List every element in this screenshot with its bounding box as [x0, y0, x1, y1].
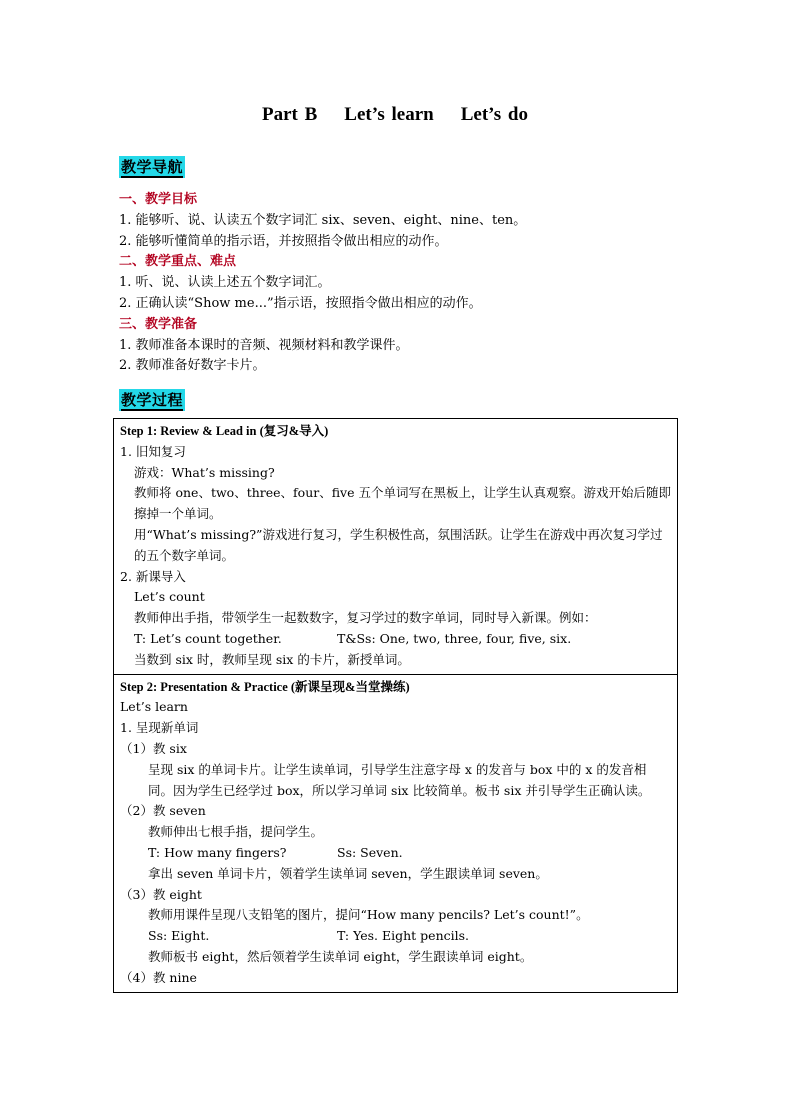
page-title: Part B Let’s learn Let’s do [262, 104, 528, 125]
teach-seven-paragraph: 教师伸出七根手指，提问学生。 [148, 824, 324, 840]
nav-heading [119, 156, 185, 178]
dialog-teacher: T: Yes. Eight pencils. [337, 928, 470, 944]
key-points-heading: 二、教学重点、难点 [119, 254, 237, 270]
step1-sub-lead-in: 2. 新课导入 [120, 568, 186, 584]
dialog-teacher: T: Let’s count together. [134, 630, 282, 646]
objectives-section [119, 190, 526, 377]
step1-cell [114, 419, 677, 675]
step2-heading: Step 2: Presentation & Practice (新课呈现&当堂操练) [120, 679, 410, 694]
process-heading [119, 389, 185, 411]
process-heading-text: 教学过程 [121, 391, 184, 409]
preparation-item: 1. 教师准备本课时的音频、视频材料和教学课件。 [119, 337, 409, 353]
teach-seven-paragraph: 拿出 seven 单词卡片，领着学生读单词 seven，学生跟读单词 seven。 [148, 865, 548, 881]
step1-dialog [120, 629, 671, 650]
key-point-item: 2. 正确认读“Show me...”指示语，按照指令做出相应的动作。 [119, 295, 482, 311]
step1-paragraph: 教师将 one、two、three、four、five 五个单词写在黑板上，让学生认真观察。游戏开始后随即擦掉一个单词。 [134, 485, 671, 522]
step1-paragraph: 教师伸出手指，带领学生一起数数字，复习学过的数字单词，同时导入新课。例如： [134, 610, 597, 626]
objective-item: 2. 能够听懂简单的指示语，并按照指令做出相应的动作。 [119, 233, 448, 249]
dialog-teacher: T: How many fingers? [148, 844, 287, 860]
dialog-students: Ss: Eight. [148, 928, 210, 944]
nav-heading-text: 教学导航 [121, 158, 184, 176]
teach-six-paragraph: 呈现 six 的单词卡片。让学生读单词，引导学生注意字母 x 的发音与 box 中的 x 的发音相同。因为学生已经学过 box，所以学习单词 six 比较简单。板书 six 并引导学生正确认读。 [148, 761, 651, 798]
process-table [113, 418, 678, 993]
objectives-heading: 一、教学目标 [119, 192, 198, 207]
teach-nine-heading: （4）教 nine [120, 969, 197, 985]
teach-eight-paragraph: 教师板书 eight，然后领着学生读单词 eight，学生跟读单词 eight。 [148, 948, 533, 964]
step2-cell [114, 675, 677, 992]
teach-seven-heading: （2）教 seven [120, 803, 206, 819]
step2-lets-learn: Let’s learn [120, 699, 188, 715]
key-point-item: 1. 听、说、认读上述五个数字词汇。 [119, 275, 331, 291]
preparation-heading: 三、教学准备 [119, 316, 198, 332]
seven-dialog [120, 843, 671, 864]
teach-eight-paragraph: 教师用课件呈现八支铅笔的图片，提问“How many pencils? Let’s count!”。 [148, 907, 589, 923]
step1-paragraph: 当数到 six 时，教师呈现 six 的卡片，新授单词。 [134, 651, 410, 667]
step1-sub-review: 1. 旧知复习 [120, 443, 186, 459]
dialog-students: T&Ss: One, two, three, four, five, six. [337, 630, 572, 646]
teach-six-heading: （1）教 six [120, 740, 187, 756]
teach-eight-heading: （3）教 eight [120, 886, 202, 902]
preparation-item: 2. 教师准备好数字卡片。 [119, 358, 266, 374]
eight-dialog [120, 926, 671, 947]
objective-item: 1. 能够听、说、认读五个数字词汇 six、seven、eight、nine、ten。 [119, 212, 527, 228]
step1-lets-count: Let’s count [134, 589, 205, 605]
step2-sub-new-words: 1. 呈现新单词 [120, 720, 199, 736]
dialog-students: Ss: Seven. [337, 844, 403, 860]
step1-game: 游戏：What’s missing? [134, 464, 275, 480]
step1-heading: Step 1: Review & Lead in (复习&导入) [120, 424, 329, 438]
step1-paragraph: 用“What’s missing?”游戏进行复习，学生积极性高，氛围活跃。让学生在游戏中再次复习学过的五个数字单词。 [134, 526, 663, 563]
